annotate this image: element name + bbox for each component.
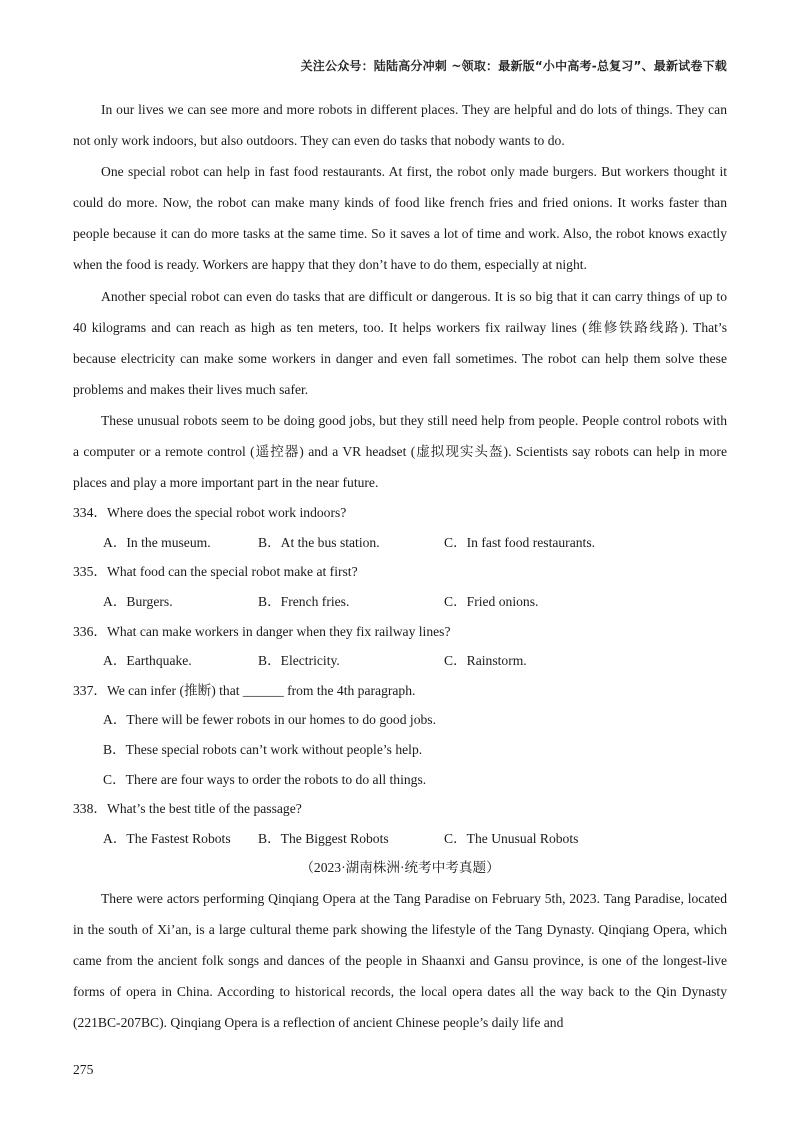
passage1-paragraph-3: Another special robot can even do tasks that are difficult or dangerous. It is so big that it can carry things of up to 40 kilograms and can reach as high as ten meters, too. It helps workers fix railway lines (维修铁路线路). That’s because electricity can make some workers in danger and even fall sometimes. The robot can help them solve these problems and makes their lives much safer.: [73, 288, 727, 397]
question-336: 336．What can make workers in danger when they fix railway lines?: [73, 623, 451, 639]
page-number: 275: [73, 1062, 94, 1077]
options-335: [73, 587, 727, 617]
options-338: [73, 824, 727, 854]
option-334-b: B．At the bus station.: [258, 534, 380, 550]
passage1-paragraph-1: In our lives we can see more and more robots in different places. They are helpful and do lots of things. They can not only work indoors, but also outdoors. They can even do tasks that nobody wants to do.: [73, 102, 727, 149]
source-citation: （2023·湖南株洲·统考中考真题）: [300, 860, 500, 876]
page-header: 关注公众号：陆陆高分冲刺 ~领取：最新版“小中高考-总复习”、最新试卷下载: [300, 59, 727, 73]
option-334-a: A．In the museum.: [103, 534, 211, 550]
options-334: [73, 528, 727, 558]
option-335-a: A．Burgers.: [103, 594, 173, 609]
option-336-c: C．Rainstorm.: [444, 653, 527, 669]
question-338: 338．What’s the best title of the passage?: [73, 801, 302, 817]
option-338-b: B．The Biggest Robots: [258, 830, 389, 846]
option-338-a: A．The Fastest Robots: [103, 830, 231, 846]
question-337: 337．We can infer (推断) that ______ from the 4th paragraph.: [73, 682, 416, 698]
passage1-paragraph-2: One special robot can help in fast food restaurants. At first, the robot only made burgers. But workers thought it could do more. Now, the robot can make many kinds of food like french fries and fried onions. It works faster than people because it can do more tasks at the same time. So it saves a lot of time and work. Also, the robot knows exactly when the food is ready. Workers are happy that they don’t have to do them, especially at night.: [73, 164, 727, 273]
options-336: [73, 646, 727, 676]
option-335-c: C．Fried onions.: [444, 594, 539, 609]
question-335: 335．What food can the special robot make at first?: [73, 564, 358, 580]
option-335-b: B．French fries.: [258, 594, 350, 609]
question-334: 334．Where does the special robot work indoors?: [73, 505, 347, 521]
option-337-b: B．These special robots can’t work without people’s help.: [103, 741, 423, 757]
option-337-a: A．There will be fewer robots in our homes to do good jobs.: [103, 712, 436, 728]
passage2-paragraph-1: There were actors performing Qinqiang Opera at the Tang Paradise on February 5th, 2023. Tang Paradise, located in the south of Xi’an, is a large cultural theme park showing the lifestyle of the Tang Dynasty. Qinqiang Opera, which came from the ancient folk songs and dances of the people in Shaanxi and Gansu province, is one of the longest-live forms of opera in China. According to historical records, the local opera dates all the way back to the Qin Dynasty (221BC-207BC). Qinqiang Opera is a reflection of ancient Chinese people’s daily life and: [73, 890, 727, 1031]
passage1-paragraph-4: These unusual robots seem to be doing good jobs, but they still need help from people. People control robots with a computer or a remote control (遥控器) and a VR headset (虚拟现实头盔). Scientists say robots can help in more places and play a more important part in the near future.: [73, 412, 727, 491]
option-334-c: C．In fast food restaurants.: [444, 534, 596, 550]
option-336-b: B．Electricity.: [258, 653, 340, 669]
document-body: [73, 94, 727, 1038]
option-337-c: C．There are four ways to order the robots to do all things.: [103, 771, 427, 787]
option-338-c: C．The Unusual Robots: [444, 830, 579, 846]
option-336-a: A．Earthquake.: [103, 653, 192, 669]
